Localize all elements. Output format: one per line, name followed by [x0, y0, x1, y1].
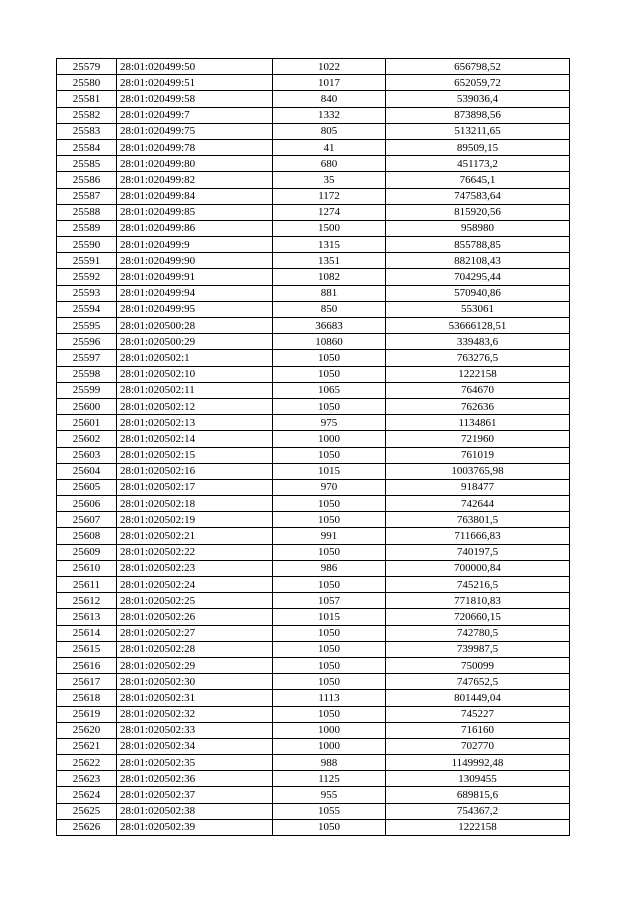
area-cell: 1050	[273, 625, 386, 641]
cadastral-cost-cell: 652059,72	[386, 75, 570, 91]
table-row	[57, 237, 570, 253]
area-cell: 955	[273, 787, 386, 803]
table-row	[57, 447, 570, 463]
cadastral-cost-cell: 855788,85	[386, 237, 570, 253]
table-row	[57, 156, 570, 172]
area-cell: 1315	[273, 237, 386, 253]
row-number-cell: 25617	[57, 674, 117, 690]
table-row	[57, 398, 570, 414]
cadastral-cost-cell: 720660,15	[386, 609, 570, 625]
cadastral-number-cell: 28:01:020502:28	[117, 641, 273, 657]
row-number-cell: 25579	[57, 59, 117, 75]
row-number-cell: 25619	[57, 706, 117, 722]
row-number-cell: 25609	[57, 544, 117, 560]
cadastral-cost-cell: 53666128,51	[386, 318, 570, 334]
table-row	[57, 674, 570, 690]
cadastral-cost-cell: 570940,86	[386, 285, 570, 301]
row-number-cell: 25585	[57, 156, 117, 172]
table-row	[57, 318, 570, 334]
cadastral-cost-cell: 1134861	[386, 415, 570, 431]
cadastral-number-cell: 28:01:020502:14	[117, 431, 273, 447]
table-row	[57, 334, 570, 350]
cadastral-number-cell: 28:01:020502:37	[117, 787, 273, 803]
table-row	[57, 301, 570, 317]
cadastral-cost-cell: 339483,6	[386, 334, 570, 350]
area-cell: 1274	[273, 204, 386, 220]
row-number-cell: 25595	[57, 318, 117, 334]
area-cell: 1050	[273, 819, 386, 835]
area-cell: 1050	[273, 366, 386, 382]
row-number-cell: 25580	[57, 75, 117, 91]
cadastral-number-cell: 28:01:020502:38	[117, 803, 273, 819]
row-number-cell: 25598	[57, 366, 117, 382]
table-row	[57, 528, 570, 544]
row-number-cell: 25624	[57, 787, 117, 803]
cadastral-number-cell: 28:01:020502:17	[117, 479, 273, 495]
cadastral-number-cell: 28:01:020499:95	[117, 301, 273, 317]
cadastral-cost-cell: 761019	[386, 447, 570, 463]
table-row	[57, 204, 570, 220]
area-cell: 1015	[273, 609, 386, 625]
area-cell: 1050	[273, 657, 386, 673]
cadastral-cost-cell: 763801,5	[386, 512, 570, 528]
cadastral-cost-cell: 1222158	[386, 366, 570, 382]
table-row	[57, 577, 570, 593]
row-number-cell: 25612	[57, 593, 117, 609]
cadastral-number-cell: 28:01:020502:13	[117, 415, 273, 431]
row-number-cell: 25615	[57, 641, 117, 657]
cadastral-cost-cell: 764670	[386, 382, 570, 398]
cadastral-cost-cell: 451173,2	[386, 156, 570, 172]
area-cell: 1050	[273, 706, 386, 722]
cadastral-number-cell: 28:01:020502:18	[117, 496, 273, 512]
area-cell: 1015	[273, 463, 386, 479]
row-number-cell: 25584	[57, 139, 117, 155]
cadastral-number-cell: 28:01:020502:16	[117, 463, 273, 479]
table-row	[57, 755, 570, 771]
area-cell: 1000	[273, 738, 386, 754]
cadastral-cost-cell: 700000,84	[386, 560, 570, 576]
row-number-cell: 25608	[57, 528, 117, 544]
cadastral-number-cell: 28:01:020499:85	[117, 204, 273, 220]
cadastral-number-cell: 28:01:020502:12	[117, 398, 273, 414]
row-number-cell: 25583	[57, 123, 117, 139]
table-row	[57, 609, 570, 625]
cadastral-number-cell: 28:01:020499:94	[117, 285, 273, 301]
area-cell: 10860	[273, 334, 386, 350]
row-number-cell: 25602	[57, 431, 117, 447]
cadastral-number-cell: 28:01:020502:36	[117, 771, 273, 787]
table-row	[57, 172, 570, 188]
cadastral-number-cell: 28:01:020502:22	[117, 544, 273, 560]
row-number-cell: 25620	[57, 722, 117, 738]
table-row	[57, 787, 570, 803]
cadastral-number-cell: 28:01:020502:26	[117, 609, 273, 625]
cadastral-cost-cell: 704295,44	[386, 269, 570, 285]
table-row	[57, 560, 570, 576]
cadastral-number-cell: 28:01:020499:75	[117, 123, 273, 139]
table-row	[57, 722, 570, 738]
cadastral-cost-cell: 539036,4	[386, 91, 570, 107]
table-row	[57, 479, 570, 495]
table-row	[57, 269, 570, 285]
area-cell: 1351	[273, 253, 386, 269]
area-cell: 970	[273, 479, 386, 495]
cadastral-cost-cell: 513211,65	[386, 123, 570, 139]
cadastral-cost-cell: 747652,5	[386, 674, 570, 690]
row-number-cell: 25590	[57, 237, 117, 253]
cadastral-cost-cell: 747583,64	[386, 188, 570, 204]
cadastral-cost-cell: 742780,5	[386, 625, 570, 641]
table-row	[57, 431, 570, 447]
row-number-cell: 25600	[57, 398, 117, 414]
cadastral-number-cell: 28:01:020502:25	[117, 593, 273, 609]
area-cell: 1125	[273, 771, 386, 787]
cadastral-cost-cell: 1309455	[386, 771, 570, 787]
row-number-cell: 25618	[57, 690, 117, 706]
table-row	[57, 819, 570, 835]
cadastral-value-table	[56, 58, 570, 836]
cadastral-number-cell: 28:01:020499:7	[117, 107, 273, 123]
area-cell: 1332	[273, 107, 386, 123]
cadastral-number-cell: 28:01:020499:78	[117, 139, 273, 155]
area-cell: 1113	[273, 690, 386, 706]
table-row	[57, 350, 570, 366]
cadastral-cost-cell: 1003765,98	[386, 463, 570, 479]
row-number-cell: 25594	[57, 301, 117, 317]
area-cell: 1055	[273, 803, 386, 819]
row-number-cell: 25601	[57, 415, 117, 431]
area-cell: 1172	[273, 188, 386, 204]
table-row	[57, 593, 570, 609]
cadastral-cost-cell: 918477	[386, 479, 570, 495]
row-number-cell: 25599	[57, 382, 117, 398]
cadastral-cost-cell: 656798,52	[386, 59, 570, 75]
cadastral-number-cell: 28:01:020499:82	[117, 172, 273, 188]
area-cell: 1022	[273, 59, 386, 75]
cadastral-cost-cell: 763276,5	[386, 350, 570, 366]
row-number-cell: 25607	[57, 512, 117, 528]
cadastral-number-cell: 28:01:020502:33	[117, 722, 273, 738]
cadastral-cost-cell: 716160	[386, 722, 570, 738]
table-row	[57, 59, 570, 75]
cadastral-cost-cell: 754367,2	[386, 803, 570, 819]
area-cell: 1065	[273, 382, 386, 398]
table-row	[57, 690, 570, 706]
document-page	[56, 58, 569, 836]
row-number-cell: 25614	[57, 625, 117, 641]
table-row	[57, 641, 570, 657]
table-row	[57, 415, 570, 431]
cadastral-cost-cell: 882108,43	[386, 253, 570, 269]
cadastral-number-cell: 28:01:020499:91	[117, 269, 273, 285]
row-number-cell: 25606	[57, 496, 117, 512]
table-row	[57, 366, 570, 382]
cadastral-cost-cell: 711666,83	[386, 528, 570, 544]
cadastral-cost-cell: 721960	[386, 431, 570, 447]
cadastral-cost-cell: 815920,56	[386, 204, 570, 220]
area-cell: 1050	[273, 544, 386, 560]
cadastral-cost-cell: 76645,1	[386, 172, 570, 188]
cadastral-number-cell: 28:01:020502:15	[117, 447, 273, 463]
cadastral-number-cell: 28:01:020502:24	[117, 577, 273, 593]
cadastral-number-cell: 28:01:020499:84	[117, 188, 273, 204]
row-number-cell: 25593	[57, 285, 117, 301]
cadastral-cost-cell: 740197,5	[386, 544, 570, 560]
row-number-cell: 25603	[57, 447, 117, 463]
row-number-cell: 25582	[57, 107, 117, 123]
cadastral-cost-cell: 89509,15	[386, 139, 570, 155]
cadastral-number-cell: 28:01:020502:32	[117, 706, 273, 722]
cadastral-number-cell: 28:01:020499:9	[117, 237, 273, 253]
cadastral-number-cell: 28:01:020502:10	[117, 366, 273, 382]
cadastral-number-cell: 28:01:020502:35	[117, 755, 273, 771]
row-number-cell: 25586	[57, 172, 117, 188]
area-cell: 805	[273, 123, 386, 139]
row-number-cell: 25613	[57, 609, 117, 625]
area-cell: 35	[273, 172, 386, 188]
area-cell: 1500	[273, 220, 386, 236]
area-cell: 1082	[273, 269, 386, 285]
row-number-cell: 25605	[57, 479, 117, 495]
cadastral-number-cell: 28:01:020502:21	[117, 528, 273, 544]
table-row	[57, 706, 570, 722]
table-row	[57, 91, 570, 107]
cadastral-number-cell: 28:01:020502:39	[117, 819, 273, 835]
cadastral-number-cell: 28:01:020502:23	[117, 560, 273, 576]
cadastral-number-cell: 28:01:020502:34	[117, 738, 273, 754]
cadastral-cost-cell: 771810,83	[386, 593, 570, 609]
table-body	[57, 59, 570, 836]
table-row	[57, 253, 570, 269]
table-row	[57, 657, 570, 673]
row-number-cell: 25597	[57, 350, 117, 366]
area-cell: 1050	[273, 350, 386, 366]
area-cell: 840	[273, 91, 386, 107]
table-row	[57, 107, 570, 123]
row-number-cell: 25610	[57, 560, 117, 576]
area-cell: 991	[273, 528, 386, 544]
table-row	[57, 738, 570, 754]
cadastral-cost-cell: 1222158	[386, 819, 570, 835]
table-row	[57, 512, 570, 528]
area-cell: 1050	[273, 398, 386, 414]
table-row	[57, 463, 570, 479]
table-row	[57, 382, 570, 398]
cadastral-number-cell: 28:01:020502:11	[117, 382, 273, 398]
cadastral-number-cell: 28:01:020499:90	[117, 253, 273, 269]
cadastral-cost-cell: 745227	[386, 706, 570, 722]
cadastral-cost-cell: 742644	[386, 496, 570, 512]
cadastral-cost-cell: 801449,04	[386, 690, 570, 706]
area-cell: 1050	[273, 496, 386, 512]
area-cell: 41	[273, 139, 386, 155]
area-cell: 1000	[273, 722, 386, 738]
cadastral-cost-cell: 958980	[386, 220, 570, 236]
cadastral-number-cell: 28:01:020499:80	[117, 156, 273, 172]
cadastral-cost-cell: 745216,5	[386, 577, 570, 593]
cadastral-cost-cell: 689815,6	[386, 787, 570, 803]
cadastral-number-cell: 28:01:020500:29	[117, 334, 273, 350]
table-row	[57, 771, 570, 787]
cadastral-number-cell: 28:01:020499:51	[117, 75, 273, 91]
table-row	[57, 544, 570, 560]
row-number-cell: 25626	[57, 819, 117, 835]
cadastral-number-cell: 28:01:020500:28	[117, 318, 273, 334]
table-row	[57, 496, 570, 512]
cadastral-cost-cell: 1149992,48	[386, 755, 570, 771]
row-number-cell: 25625	[57, 803, 117, 819]
cadastral-number-cell: 28:01:020502:1	[117, 350, 273, 366]
cadastral-number-cell: 28:01:020499:58	[117, 91, 273, 107]
area-cell: 1050	[273, 512, 386, 528]
area-cell: 1057	[273, 593, 386, 609]
area-cell: 1050	[273, 641, 386, 657]
area-cell: 1050	[273, 447, 386, 463]
area-cell: 850	[273, 301, 386, 317]
cadastral-cost-cell: 873898,56	[386, 107, 570, 123]
area-cell: 1017	[273, 75, 386, 91]
table-row	[57, 625, 570, 641]
table-row	[57, 139, 570, 155]
row-number-cell: 25581	[57, 91, 117, 107]
row-number-cell: 25587	[57, 188, 117, 204]
table-row	[57, 220, 570, 236]
table-row	[57, 75, 570, 91]
cadastral-cost-cell: 553061	[386, 301, 570, 317]
cadastral-number-cell: 28:01:020502:27	[117, 625, 273, 641]
area-cell: 680	[273, 156, 386, 172]
cadastral-number-cell: 28:01:020502:30	[117, 674, 273, 690]
cadastral-cost-cell: 762636	[386, 398, 570, 414]
area-cell: 988	[273, 755, 386, 771]
table-row	[57, 285, 570, 301]
table-row	[57, 188, 570, 204]
row-number-cell: 25591	[57, 253, 117, 269]
row-number-cell: 25604	[57, 463, 117, 479]
cadastral-number-cell: 28:01:020502:19	[117, 512, 273, 528]
row-number-cell: 25589	[57, 220, 117, 236]
row-number-cell: 25611	[57, 577, 117, 593]
table-row	[57, 123, 570, 139]
cadastral-number-cell: 28:01:020499:86	[117, 220, 273, 236]
cadastral-cost-cell: 750099	[386, 657, 570, 673]
area-cell: 1000	[273, 431, 386, 447]
cadastral-cost-cell: 739987,5	[386, 641, 570, 657]
table-row	[57, 803, 570, 819]
area-cell: 975	[273, 415, 386, 431]
cadastral-number-cell: 28:01:020502:31	[117, 690, 273, 706]
row-number-cell: 25596	[57, 334, 117, 350]
cadastral-number-cell: 28:01:020502:29	[117, 657, 273, 673]
area-cell: 1050	[273, 674, 386, 690]
row-number-cell: 25621	[57, 738, 117, 754]
area-cell: 36683	[273, 318, 386, 334]
row-number-cell: 25623	[57, 771, 117, 787]
area-cell: 1050	[273, 577, 386, 593]
area-cell: 986	[273, 560, 386, 576]
row-number-cell: 25592	[57, 269, 117, 285]
cadastral-cost-cell: 702770	[386, 738, 570, 754]
area-cell: 881	[273, 285, 386, 301]
row-number-cell: 25616	[57, 657, 117, 673]
row-number-cell: 25588	[57, 204, 117, 220]
row-number-cell: 25622	[57, 755, 117, 771]
cadastral-number-cell: 28:01:020499:50	[117, 59, 273, 75]
